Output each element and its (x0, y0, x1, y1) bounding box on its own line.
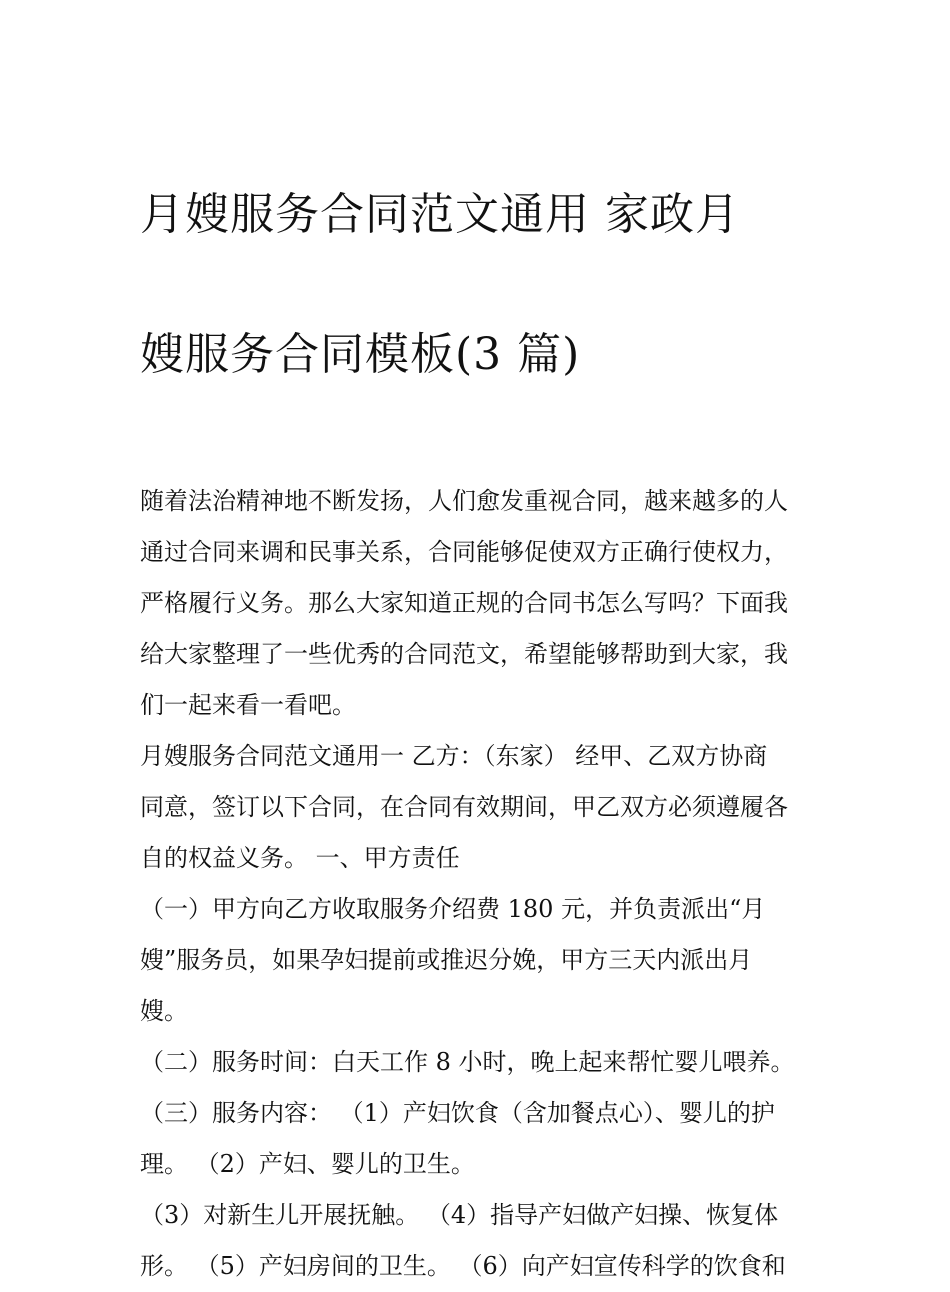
paragraph-clause-3 (140, 1088, 820, 1190)
document-title (140, 110, 820, 460)
paragraph-clause-3-continued (140, 1190, 820, 1292)
text-line: 通过合同来调和民事关系，合同能够促使双方正确行使权力， (140, 538, 788, 566)
paragraph-clause-2 (140, 1037, 820, 1088)
title-line-1: 月嫂服务合同范文通用 家政月 (140, 189, 740, 240)
text-line: 形。 （5）产妇房间的卫生。 （6）向产妇宣传科学的饮食和 (140, 1252, 786, 1280)
paragraph-clause-1 (140, 884, 820, 1037)
text-line: （3）对新生儿开展抚触。 （4）指导产妇做产妇操、恢复体 (140, 1201, 779, 1229)
paragraph-contract-intro (140, 731, 820, 884)
text-line: 同意，签订以下合同，在合同有效期间，甲乙双方必须遵履各 (140, 793, 788, 821)
text-line: 自的权益义务。 一、甲方责任 (140, 844, 460, 872)
text-line: （二）服务时间：白天工作 8 小时，晚上起来帮忙婴儿喂养。 (140, 1048, 795, 1076)
text-line: 给大家整理了一些优秀的合同范文，希望能够帮助到大家，我 (140, 640, 788, 668)
title-line-2: 嫂服务合同模板(3 篇) (140, 329, 581, 380)
paragraph-intro (140, 476, 820, 731)
text-line: （三）服务内容： （1）产妇饮食（含加餐点心）、婴儿的护 (140, 1099, 775, 1127)
text-line: 嫂”服务员，如果孕妇提前或推迟分娩，甲方三天内派出月 (140, 946, 753, 974)
text-line: 严格履行义务。那么大家知道正规的合同书怎么写吗？下面我 (140, 589, 788, 617)
document-page (140, 110, 820, 1292)
text-line: 们一起来看一看吧。 (140, 691, 356, 719)
document-body (140, 476, 820, 1292)
text-line: 月嫂服务合同范文通用一 乙方：（东家） 经甲、乙双方协商 (140, 742, 768, 770)
text-line: 嫂。 (140, 997, 188, 1025)
text-line: 理。 （2）产妇、婴儿的卫生。 (140, 1150, 475, 1178)
text-line: 随着法治精神地不断发扬，人们愈发重视合同，越来越多的人 (140, 487, 788, 515)
text-line: （一）甲方向乙方收取服务介绍费 180 元，并负责派出“月 (140, 895, 766, 923)
